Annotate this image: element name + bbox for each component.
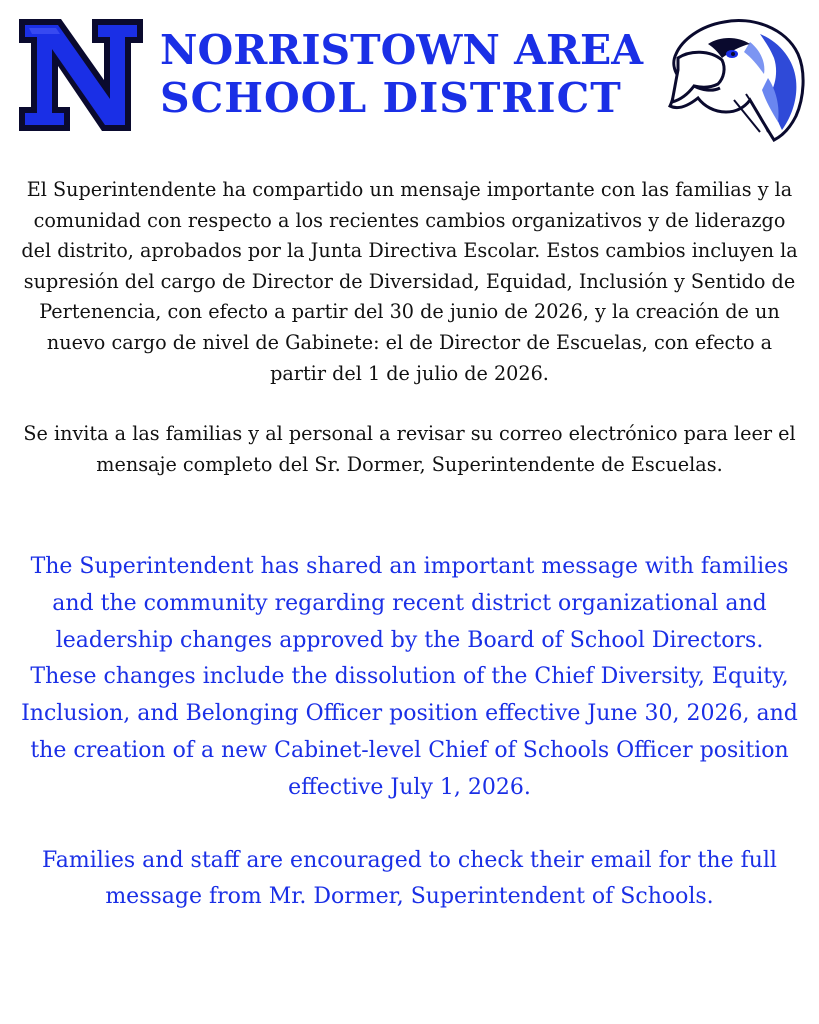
header <box>0 0 819 160</box>
english-message-invite: Families and staff are encouraged to check their email for the full message from Mr. Dormer, Superintendent of Schools. <box>42 847 777 910</box>
spanish-message-body: El Superintendente ha compartido un mensaje importante con las familias y la comunidad con respecto a los recientes cambios organizativos y de liderazgo del distrito, aprobados por la Junta Directiva Escolar. Estos cambios incluyen la supresión del cargo de Director de Diversidad, Equidad, Inclusión y Sentido de Pertenencia, con efecto a partir del 30 de junio de 2026, y la creación de un nuevo cargo de nivel de Gabinete: el de Director de Escuelas, con efecto a partir del 1 de julio de 2026. <box>21 178 798 385</box>
district-name <box>160 26 660 122</box>
eagle-mascot-icon <box>664 14 806 142</box>
spanish-message <box>20 175 799 480</box>
english-message-body: The Superintendent has shared an important message with families and the community regarding recent district organizational and leadership changes approved by the Board of School Directors. These changes include the dissolution of the Chief Diversity, Equity, Inclusion, and Belonging Officer position effective June 30, 2026, and the creation of a new Cabinet-level Chief of Schools Officer position effective July 1, 2026. <box>21 554 798 800</box>
district-name-line2: SCHOOL DISTRICT <box>160 74 622 122</box>
district-name-line1: NORRISTOWN AREA <box>160 26 644 74</box>
spanish-message-invite: Se invita a las familias y al personal a revisar su correo electrónico para leer el mensaje completo del Sr. Dormer, Superintendente de Escuelas. <box>23 422 796 476</box>
block-letter-n-icon <box>16 16 146 134</box>
english-message <box>20 549 799 916</box>
